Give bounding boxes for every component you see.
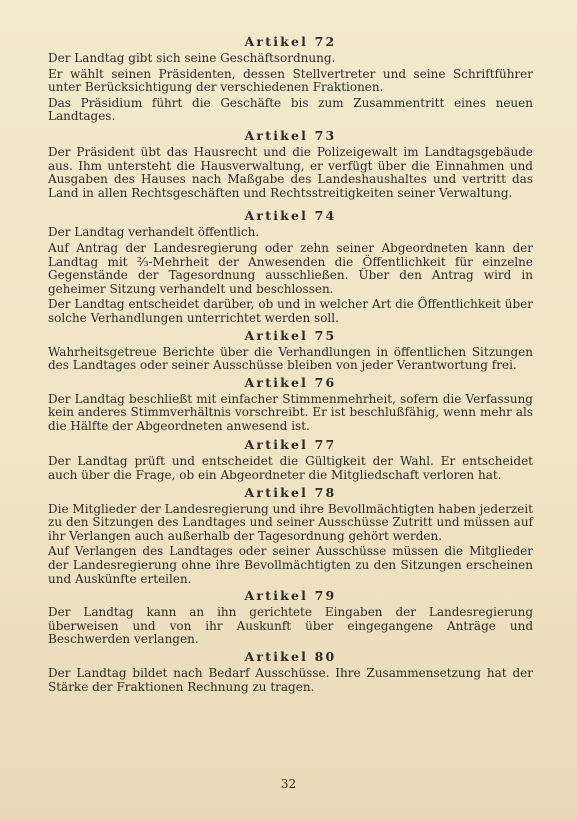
- article-paragraph: Der Präsident übt das Hausrecht und die Polizeigewalt im Landtagsgebäude aus. Ihm untersteht die Hausverwaltung, er verfügt über die Einnahmen und Ausgaben des Hauses nach Maßgabe des Landeshaushaltes und vertritt das Land in allen Rechtsgeschäften und Rechtsstreitigkeiten seiner Verwaltung.: [48, 144, 533, 200]
- article-heading: Artikel 77: [244, 437, 337, 453]
- article-heading: Artikel 78: [244, 484, 337, 500]
- article-77: [48, 437, 533, 482]
- article-paragraph: Das Präsidium führt die Geschäfte bis zum Zusammentritt eines neuen Landtages.: [48, 95, 533, 124]
- article-heading: Artikel 80: [244, 649, 337, 664]
- article-paragraph: Der Landtag beschließt mit einfacher Stimmenmehrheit, sofern die Verfassung kein anderes Stimmverhältnis vorschreibt. Er ist beschlußfähig, wenn mehr als die Hälfte der Abgeordneten anwesend ist.: [48, 391, 533, 433]
- article-72: [48, 34, 533, 124]
- article-paragraph: Der Landtag gibt sich seine Geschäftsordnung.: [48, 51, 336, 65]
- article-75: [48, 328, 533, 373]
- article-paragraph: Der Landtag verhandelt öffentlich.: [48, 225, 260, 240]
- article-76: [48, 375, 533, 434]
- article-heading: Artikel 75: [244, 327, 337, 343]
- page-number: 32: [280, 777, 297, 791]
- article-paragraph: Der Landtag kann an ihn gerichtete Eingaben der Landesregierung überweisen und von ihr Auskunft über eingegangene Anträge und Beschwerden verlangen.: [48, 605, 533, 647]
- article-74: [48, 208, 533, 325]
- article-heading: Artikel 72: [244, 34, 337, 49]
- article-paragraph: Wahrheitsgetreue Berichte über die Verhandlungen in öffentlichen Sitzungen des Landtages oder seiner Ausschüsse bleiben von jeder Verantwortung frei.: [48, 344, 533, 373]
- article-heading: Artikel 74: [244, 208, 337, 224]
- article-paragraph: Der Landtag bildet nach Bedarf Ausschüsse. Ihre Zusammensetzung hat der Stärke der Fraktionen Rechnung zu tragen.: [48, 666, 533, 694]
- article-paragraph: Auf Verlangen des Landtages oder seiner Ausschüsse müssen die Mitglieder der Landesregierung ohne ihre Bevollmächtigten zu den Sitzungen erscheinen und Auskünfte erteilen.: [48, 544, 533, 586]
- article-heading: Artikel 76: [244, 374, 337, 390]
- article-80: [48, 649, 533, 694]
- article-paragraph: Der Landtag entscheidet darüber, ob und in welcher Art die Öffentlichkeit über solche Verhandlungen unterrichtet werden soll.: [48, 297, 533, 325]
- article-79: [48, 588, 533, 647]
- article-paragraph: Der Landtag prüft und entscheidet die Gültigkeit der Wahl. Er entscheidet auch über die Frage, ob ein Abgeordneter die Mitgliedschaft verloren hat.: [48, 454, 533, 483]
- article-78: [48, 485, 533, 587]
- article-heading: Artikel 79: [244, 588, 337, 604]
- article-73: [48, 128, 533, 200]
- article-heading: Artikel 73: [244, 127, 337, 143]
- article-paragraph: Er wählt seinen Präsidenten, dessen Stellvertreter und seine Schriftführer unter Berücksichtigung der verschiedenen Fraktionen.: [48, 66, 533, 95]
- article-paragraph: Die Mitglieder der Landesregierung und ihre Bevollmächtigten haben jederzeit zu den Sitzungen des Landtages und seiner Ausschüsse Zutritt und müssen auf ihr Verlangen auch außerhalb der Tagesordnung gehört werden.: [48, 501, 533, 543]
- article-paragraph: Auf Antrag der Landesregierung oder zehn seiner Abgeordneten kann der Landtag mit ⅔-Mehrheit der Anwesenden die Öffentlichkeit für einzelne Gegenstände der Tagesordnung ausschließen. Über den Antrag wird in geheimer Sitzung verhandelt und beschlossen.: [48, 240, 533, 296]
